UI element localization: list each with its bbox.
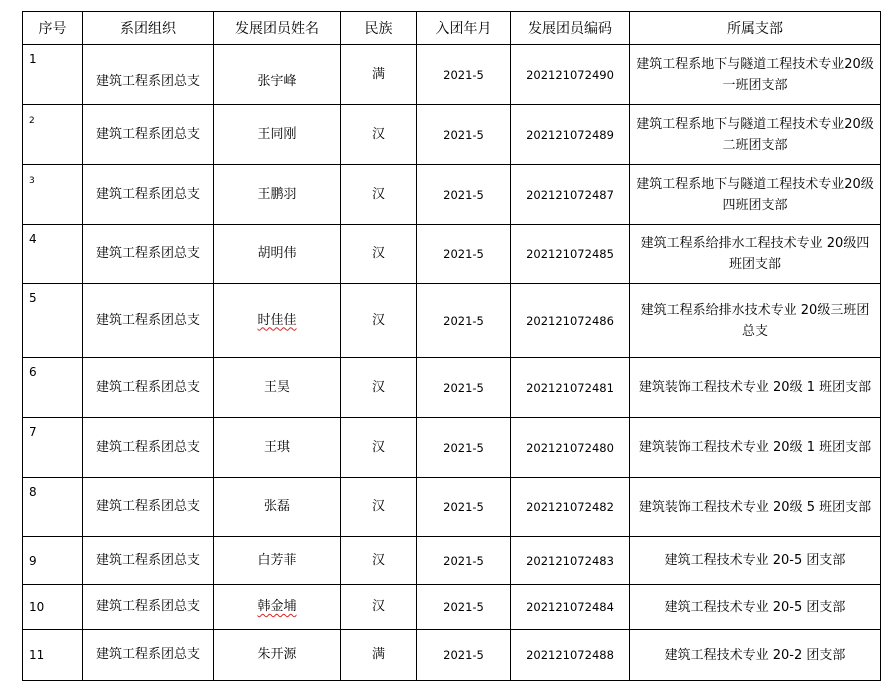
cell-join-date: 2021-5 — [417, 45, 511, 105]
cell-name: 胡明伟 — [214, 225, 341, 284]
cell-no: 6 — [23, 358, 83, 418]
cell-no: 8 — [23, 478, 83, 537]
cell-branch: 建筑工程技术专业 20-5 团支部 — [630, 585, 881, 630]
cell-org: 建筑工程系团总支 — [83, 537, 214, 585]
cell-no: 1 — [23, 45, 83, 105]
cell-branch: 建筑装饰工程技术专业 20级 1 班团支部 — [630, 418, 881, 478]
cell-org: 建筑工程系团总支 — [83, 478, 214, 537]
cell-name-text: 韩金埔 — [257, 599, 297, 614]
cell-org: 建筑工程系团总支 — [83, 284, 214, 358]
cell-branch: 建筑装饰工程技术专业 20级 1 班团支部 — [630, 358, 881, 418]
header-ethnicity: 民族 — [341, 12, 417, 45]
cell-no: 9 — [23, 537, 83, 585]
cell-org: 建筑工程系团总支 — [83, 630, 214, 681]
cell-code: 202121072489 — [511, 105, 630, 165]
cell-no: 10 — [23, 585, 83, 630]
cell-code: 202121072490 — [511, 45, 630, 105]
cell-org: 建筑工程系团总支 — [83, 225, 214, 284]
cell-code: 202121072484 — [511, 585, 630, 630]
cell-ethnicity: 汉 — [341, 418, 417, 478]
cell-name: 王鹏羽 — [214, 165, 341, 225]
header-join-date: 入团年月 — [417, 12, 511, 45]
cell-ethnicity: 汉 — [341, 225, 417, 284]
header-branch: 所属支部 — [630, 12, 881, 45]
table-row — [23, 45, 881, 105]
cell-name: 王同刚 — [214, 105, 341, 165]
cell-join-date: 2021-5 — [417, 105, 511, 165]
cell-name: 王昊 — [214, 358, 341, 418]
cell-code: 202121072487 — [511, 165, 630, 225]
cell-branch: 建筑工程系地下与隧道工程技术专业20级四班团支部 — [630, 165, 881, 225]
cell-no: 7 — [23, 418, 83, 478]
table-row — [23, 165, 881, 225]
header-org: 系团组织 — [83, 12, 214, 45]
cell-no: 5 — [23, 284, 83, 358]
cell-join-date: 2021-5 — [417, 478, 511, 537]
cell-name — [214, 284, 341, 358]
table-row — [23, 358, 881, 418]
cell-code: 202121072481 — [511, 358, 630, 418]
cell-join-date: 2021-5 — [417, 225, 511, 284]
table-row — [23, 630, 881, 681]
cell-branch: 建筑工程技术专业 20-2 团支部 — [630, 630, 881, 681]
cell-name: 张宇峰 — [214, 45, 341, 105]
cell-branch: 建筑工程系地下与隧道工程技术专业20级一班团支部 — [630, 45, 881, 105]
header-name: 发展团员姓名 — [214, 12, 341, 45]
cell-ethnicity: 汉 — [341, 537, 417, 585]
cell-ethnicity: 汉 — [341, 478, 417, 537]
cell-ethnicity: 满 — [341, 45, 417, 105]
cell-no: 3 — [23, 165, 83, 225]
cell-branch: 建筑工程系给排水技术专业 20级三班团总支 — [630, 284, 881, 358]
cell-join-date: 2021-5 — [417, 284, 511, 358]
cell-ethnicity: 汉 — [341, 165, 417, 225]
cell-no: 11 — [23, 630, 83, 681]
cell-code: 202121072488 — [511, 630, 630, 681]
cell-ethnicity: 汉 — [341, 284, 417, 358]
cell-join-date: 2021-5 — [417, 537, 511, 585]
cell-join-date: 2021-5 — [417, 585, 511, 630]
cell-org: 建筑工程系团总支 — [83, 165, 214, 225]
cell-name-text: 时佳佳 — [257, 312, 297, 328]
cell-org: 建筑工程系团总支 — [83, 358, 214, 418]
table-row — [23, 537, 881, 585]
cell-name: 白芳菲 — [214, 537, 341, 585]
header-row — [23, 12, 881, 45]
header-no: 序号 — [23, 12, 83, 45]
cell-ethnicity: 汉 — [341, 358, 417, 418]
table-row — [23, 585, 881, 630]
table-row — [23, 418, 881, 478]
cell-org: 建筑工程系团总支 — [83, 45, 214, 105]
cell-code: 202121072485 — [511, 225, 630, 284]
cell-branch: 建筑工程系地下与隧道工程技术专业20级二班团支部 — [630, 105, 881, 165]
cell-branch: 建筑工程技术专业 20-5 团支部 — [630, 537, 881, 585]
cell-name: 朱开源 — [214, 630, 341, 681]
cell-no: 2 — [23, 105, 83, 165]
cell-ethnicity: 满 — [341, 630, 417, 681]
cell-branch: 建筑装饰工程技术专业 20级 5 班团支部 — [630, 478, 881, 537]
cell-name: 张磊 — [214, 478, 341, 537]
cell-name: 王琪 — [214, 418, 341, 478]
cell-code: 202121072483 — [511, 537, 630, 585]
table-row — [23, 225, 881, 284]
cell-org: 建筑工程系团总支 — [83, 585, 214, 630]
header-code: 发展团员编码 — [511, 12, 630, 45]
cell-join-date: 2021-5 — [417, 418, 511, 478]
cell-code: 202121072482 — [511, 478, 630, 537]
cell-join-date: 2021-5 — [417, 358, 511, 418]
cell-ethnicity: 汉 — [341, 585, 417, 630]
table-row — [23, 478, 881, 537]
cell-name — [214, 585, 341, 630]
cell-org: 建筑工程系团总支 — [83, 418, 214, 478]
cell-no: 4 — [23, 225, 83, 284]
cell-org: 建筑工程系团总支 — [83, 105, 214, 165]
cell-code: 202121072486 — [511, 284, 630, 358]
cell-join-date: 2021-5 — [417, 630, 511, 681]
cell-ethnicity: 汉 — [341, 105, 417, 165]
cell-branch: 建筑工程系给排水工程技术专业 20级四班团支部 — [630, 225, 881, 284]
cell-code: 202121072480 — [511, 418, 630, 478]
cell-join-date: 2021-5 — [417, 165, 511, 225]
table-row — [23, 284, 881, 358]
table-row — [23, 105, 881, 165]
member-table — [22, 11, 881, 681]
